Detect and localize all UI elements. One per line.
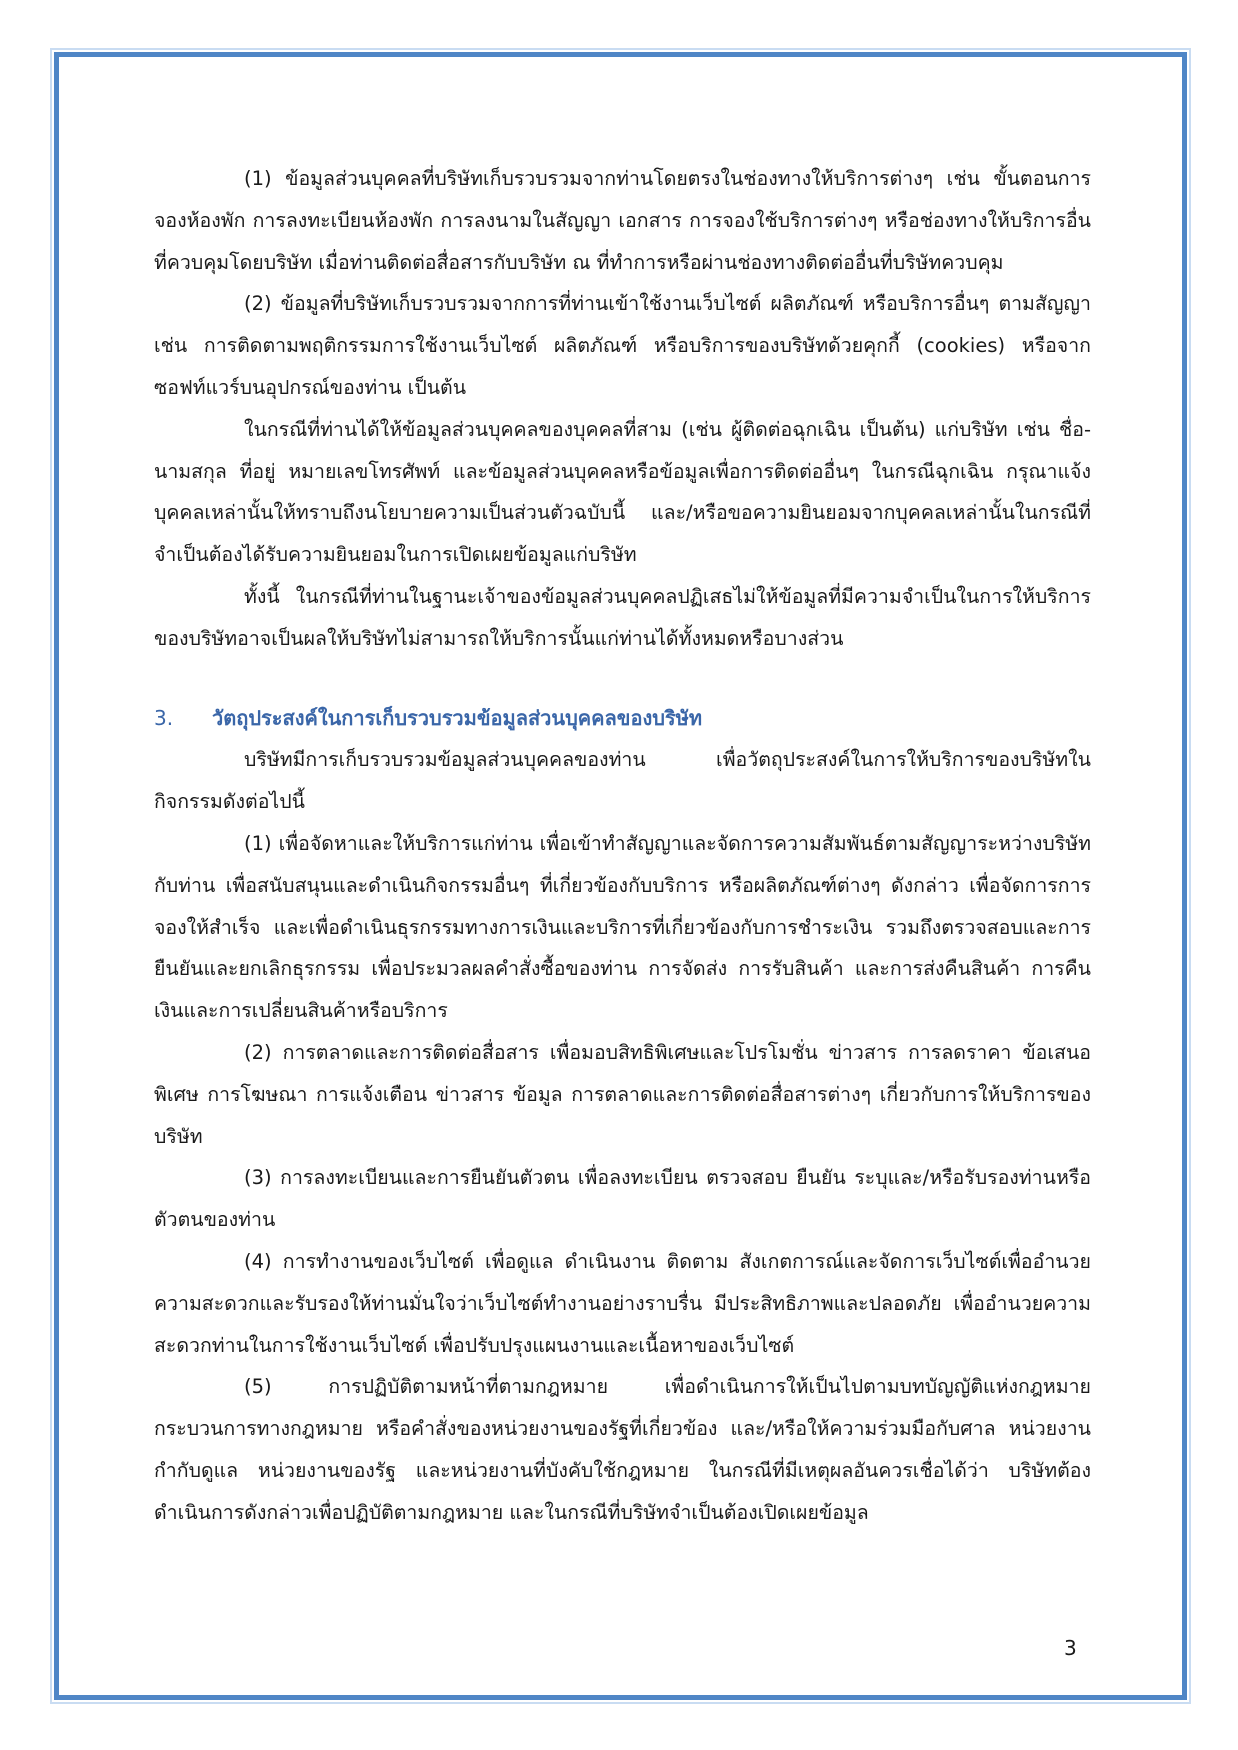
section-intro: บริษัทมีการเก็บรวบรวมข้อมูลส่วนบุคคลของท่าน เพื่อวัตถุประสงค์ในการให้บริการของบริษัทในกิจกรรมดังต่อไปนี้ [154, 748, 1091, 814]
section-item-4: (4) การทำงานของเว็บไซต์ เพื่อดูแล ดำเนินงาน ติดตาม สังเกตการณ์และจัดการเว็บไซต์เพื่ออำนวยความสะดวกและรับรองให้ท่านมั่นใจว่าเว็บไซต์ทำงานอย่างราบรื่น มีประสิทธิภาพและปลอดภัย เพื่ออำนวยความสะดวกท่านในการใช้งานเว็บไซต์ เพื่อปรับปรุงแผนงานและเนื้อหาของเว็บไซต์ [154, 1249, 1091, 1357]
section-item-2: (2) การตลาดและการติดต่อสื่อสาร เพื่อมอบสิทธิพิเศษและโปรโมชั่น ข่าวสาร การลดราคา ข้อเสนอพิเศษ การโฆษณา การแจ้งเตือน ข่าวสาร ข้อมูล การตลาดและการติดต่อสื่อสารต่างๆ เกี่ยวกับการให้บริการของบริษัท [154, 1040, 1091, 1148]
paragraph-1: (1) ข้อมูลส่วนบุคคลที่บริษัทเก็บรวบรวมจากท่านโดยตรงในช่องทางให้บริการต่างๆ เช่น ขั้นตอนการจองห้องพัก การลงทะเบียนห้องพัก การลงนามในสัญญา เอกสาร การจองใช้บริการต่างๆ หรือช่องทางให้บริการอื่นที่ควบคุมโดยบริษัท เมื่อท่านติดต่อสื่อสารกับบริษัท ณ ที่ทำการหรือผ่านช่องทางติดต่ออื่นที่บริษัทควบคุม [154, 167, 1091, 274]
paragraph-3: ในกรณีที่ท่านได้ให้ข้อมูลส่วนบุคคลของบุคคลที่สาม (เช่น ผู้ติดต่อฉุกเฉิน เป็นต้น) แก่บริษัท เช่น ชื่อ-นามสกุล ที่อยู่ หมายเลขโทรศัพท์ และข้อมูลส่วนบุคคลหรือข้อมูลเพื่อการติดต่ออื่นๆ ในกรณีฉุกเฉิน กรุณาแจ้งบุคคลเหล่านั้นให้ทราบถึงนโยบายความเป็นส่วนตัวฉบับนี้ และ/หรือขอความยินยอมจากบุคคลเหล่านั้นในกรณีที่จำเป็นต้องได้รับความยินยอมในการเปิดเผยข้อมูลแก่บริษัท [154, 417, 1091, 567]
section-heading [154, 698, 1091, 740]
section-item-1: (1) เพื่อจัดหาและให้บริการแก่ท่าน เพื่อเข้าทำสัญญาและจัดการความสัมพันธ์ตามสัญญาระหว่างบริษัทกับท่าน เพื่อสนับสนุนและดำเนินกิจกรรมอื่นๆ ที่เกี่ยวข้องกับบริการ หรือผลิตภัณฑ์ต่างๆ ดังกล่าว เพื่อจัดการการจองให้สำเร็จ และเพื่อดำเนินธุรกรรมทางการเงินและบริการที่เกี่ยวข้องกับการชำระเงิน รวมถึงตรวจสอบและการยืนยันและยกเลิกธุรกรรม เพื่อประมวลผลคำสั่งซื้อของท่าน การจัดส่ง การรับสินค้า และการส่งคืนสินค้า การคืนเงินและการเปลี่ยนสินค้าหรือบริการ [154, 831, 1091, 1023]
section-item-5: (5) การปฏิบัติตามหน้าที่ตามกฎหมาย เพื่อดำเนินการให้เป็นไปตามบทบัญญัติแห่งกฎหมาย กระบวนการทางกฎหมาย หรือคำสั่งของหน่วยงานของรัฐที่เกี่ยวข้อง และ/หรือให้ความร่วมมือกับศาล หน่วยงานกำกับดูแล หน่วยงานของรัฐ และหน่วยงานที่บังคับใช้กฎหมาย ในกรณีที่มีเหตุผลอันควรเชื่อได้ว่า บริษัทต้องดำเนินการดังกล่าวเพื่อปฏิบัติตามกฎหมาย และในกรณีที่บริษัทจำเป็นต้องเปิดเผยข้อมูล [154, 1375, 1091, 1524]
section-number: 3. [154, 705, 174, 730]
paragraph-2: (2) ข้อมูลที่บริษัทเก็บรวบรวมจากการที่ท่านเข้าใช้งานเว็บไซต์ ผลิตภัณฑ์ หรือบริการอื่นๆ ตามสัญญา เช่น การติดตามพฤติกรรมการใช้งานเว็บไซต์ ผลิตภัณฑ์ หรือบริการของบริษัทด้วยคุกกี้ (cookies) หรือจากซอฟท์แวร์บนอุปกรณ์ของท่าน เป็นต้น [154, 292, 1091, 399]
paragraph-4: ทั้งนี้ ในกรณีที่ท่านในฐานะเจ้าของข้อมูลส่วนบุคคลปฏิเสธไม่ให้ข้อมูลที่มีความจำเป็นในการให้บริการของบริษัทอาจเป็นผลให้บริษัทไม่สามารถให้บริการนั้นแก่ท่านได้ทั้งหมดหรือบางส่วน [154, 584, 1091, 650]
page-number: 3 [1064, 1636, 1077, 1660]
section-item-3: (3) การลงทะเบียนและการยืนยันตัวตน เพื่อลงทะเบียน ตรวจสอบ ยืนยัน ระบุและ/หรือรับรองท่านหรือตัวตนของท่าน [154, 1166, 1091, 1232]
document-body [154, 158, 1091, 1534]
section-title: วัตถุประสงค์ในการเก็บรวบรวมข้อมูลส่วนบุคคลของบริษัท [212, 705, 703, 730]
